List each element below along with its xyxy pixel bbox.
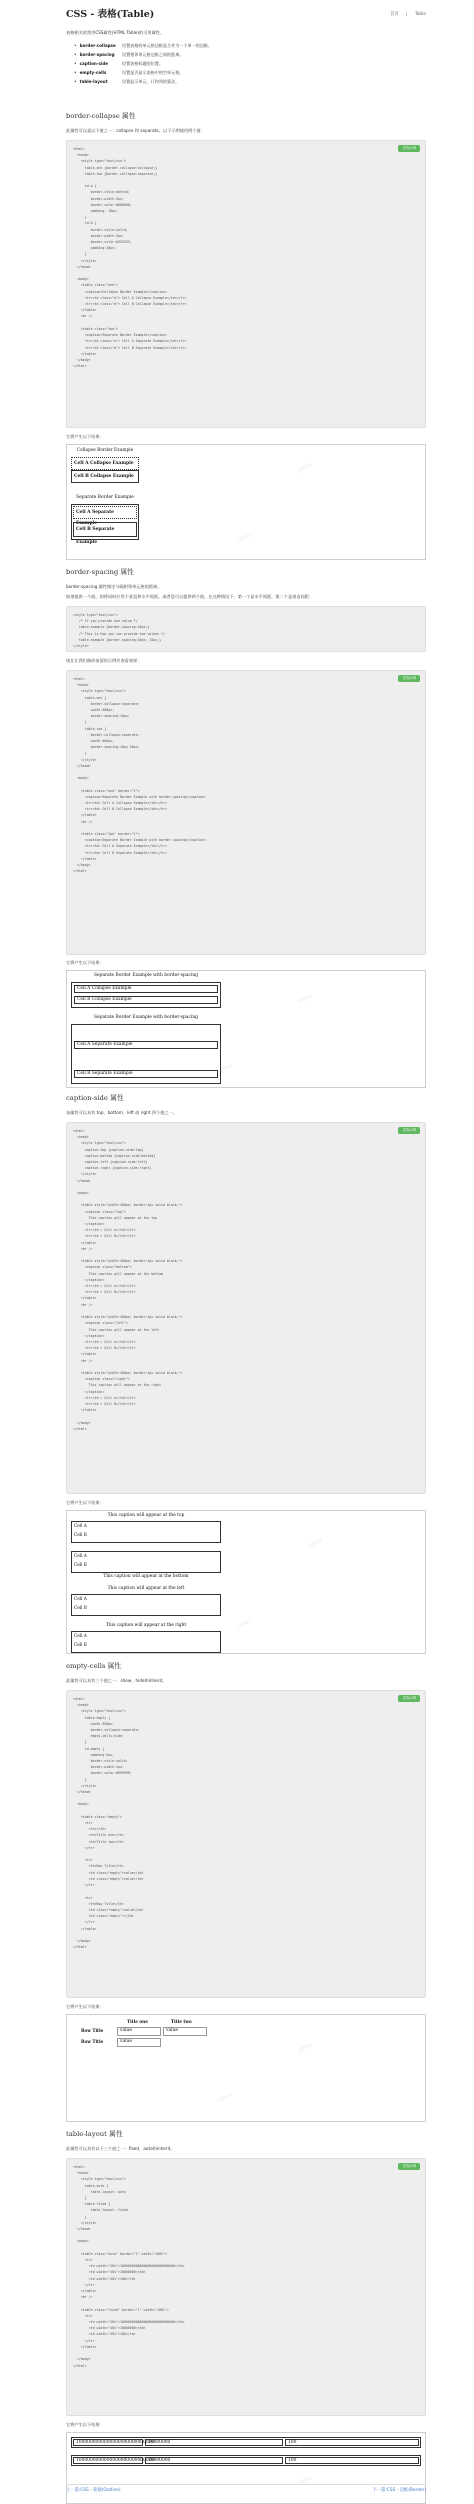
code-block [66,2158,426,2416]
content [66,30,426,2487]
table-cell: value [117,2027,161,2036]
property-name[interactable]: • table-layout [74,77,122,86]
section-title-border-collapse: border-collapse 属性 [66,112,136,120]
property-desc: 设置是否显示表格中的空单元格。 [122,70,184,75]
next-page-link[interactable]: 下一篇:CSS - 边框(Border) [372,2488,426,2493]
page-title: CSS - 表格(Table) [66,9,155,20]
nav-home-link[interactable]: 首页 [390,12,399,17]
property-name[interactable]: • border-collapse [74,41,122,50]
code-text: <html> <head> <style type="text/css"> table.one { border-collapse:separate; width:400px; border-spacing:10px; } table.two { border-collapse:separate; width:400px; border-spacing:10px 50px; } </style> </head> <body> <table class="one" border="1"> <caption>Separate Border Example with border-spacing</caption> <tr><td> Cell A Collapse Example</td></tr> <tr><td> Cell B Collapse Example</td></tr> </table> <br /> <table class="two" border="1"> <caption>Separate Border Example with border-spacing</caption> <tr><td> Cell A Separate Example</td></tr> <tr><td> Cell B Separate Example</td></tr> </table> </body> </html> [73,677,207,874]
code-text: <html> <head> <style type="text/css"> caption.top {caption-side:top} caption.bottom {caption-side:bottom} caption.left {caption-side:left} caption.right {caption-side:right} </style> </head> <body> <table style="width:400px; border:1px solid black;"> <caption class="top"> This caption will appear at the top </caption> <tr><td > Cell A</td></tr> <tr><td > Cell B</td></tr> </table> <br /> <table style="width:400px; border:1px solid black;"> <caption class="bottom"> This caption will appear at the bottom </caption> <tr><td > Cell A</td></tr> <tr><td > Cell B</td></tr> </table> <br /> <table style="width:400px; border:1px solid black;"> <caption class="left"> This caption will appear at the left </caption> <tr><td > Cell A</td></tr> <tr><td > Cell B</td></tr> </table> <br /> <table style="width:400px; border:1px solid black;"> <caption class="right"> This caption will appear at the right </caption> <tr><td > Cell A</td></tr> <tr><td > Cell B</td></tr> </table> </body> </html> [73,1129,183,1431]
row-header: Row Title [81,2028,104,2033]
table-cell: Cell B Separate Example [74,1070,218,1078]
column-header: Title one [127,2019,148,2024]
code-text: <html> <head> <style type="text/css"> table.auto { table-layout: auto } table.fixed { table-layout: fixed } </style> </head> <body> <table class="auto" border="1" width="100%"> <tr> <td width="20%">1000000000000000000000000000</td> <td width="40%">10000000</td> <td width="40%">100</td> </tr> </table> <br /> <table class="fixed" border="1" width="100%"> <tr> <td width="20%">1000000000000000000000000000</td> <td width="40%">10000000</td> <td width="40%">100</td> </tr> </table> </body> </html> [73,2165,185,2368]
code-text: <html> <head> <style type="text/css"> table.empty { width:350px; border-collapse:separate; empty-cells:hide; } td.empty { padding:5px; border-style:solid; border-width:1px; border-color:#999999; } </style> </head> <body> <table class="empty"> <tr> <th></th> <th>Title one</th> <th>Title two</th> </tr> <tr> <th>Row Title</th> <td class="empty">value</td> <td class="empty">value</td> </tr> <tr> <th>Row Title</th> <td class="empty">value</td> <td class="empty"></td> </tr> </table> </body> </html> [73,1697,144,1950]
result-label: 它将产生以下结果： [66,434,104,439]
section-desc: 此属性可以具有三个值之一：show、hide和inherit。 [66,1678,167,1683]
table-cell: Cell B [74,1642,87,1647]
section-title-border-spacing: border-spacing 属性 [66,568,134,576]
property-desc: 设置表格标题的位置。 [122,61,163,66]
table-caption: Collapse Border Example [76,448,134,453]
watermark-text: 立即学习 [296,992,314,1005]
property-desc: 设置表格的单元格边框是合并为一个单一的边框。 [122,43,213,48]
table-cell: Cell B Collapse Example [71,470,139,483]
list-item [74,41,212,50]
list-item [74,68,212,77]
table-cell: 10000000 [145,2457,283,2464]
table-cell: Cell A Collapse Example [71,457,139,470]
table-cell: Cell B [74,1605,87,1610]
table-cell: Cell B [74,1562,87,1567]
result-label: 它将产生以下结果： [66,1500,104,1505]
watermark-text: 立即学习 [296,2474,314,2487]
section-desc: 此属性可以具有以下三个值之一：fixed、auto和inherit。 [66,2146,175,2151]
list-item [74,50,212,59]
list-item [74,59,212,68]
try-it-button[interactable]: 在线示例 [398,145,420,152]
watermark-text: 立即学习 [216,2091,234,2104]
header-nav [384,12,426,18]
section-title-table-layout: table-layout 属性 [66,2130,123,2138]
table-cell: value [117,2038,161,2047]
table-cell: Cell A [74,1553,87,1558]
property-name[interactable]: • caption-side [74,59,122,68]
table-caption: Separate Border Example [76,495,134,500]
code-text: <style type="text/css"> /* If you provide one value */ table.example {border-spacing:10px;} /* This is how you can provide two values */ table.example {border-spacing:10px; 15px;} </style> [73,613,165,649]
intro-text: 表格相关的常用CSS属性(HTML Table)的可用属性。 [66,30,165,35]
property-desc: 设置显示单元、行和列的算法。 [122,79,180,84]
watermark-text: 立即学习 [216,1062,234,1075]
caption-table [71,1551,221,1573]
table-cell: Cell A Separate Example [74,1041,218,1049]
property-list [74,41,212,86]
demo-output [66,444,426,560]
result-label: 它将产生以下结果： [66,2422,104,2427]
try-it-button[interactable]: 在线示例 [398,1127,420,1134]
nav-separator: | [406,12,408,17]
watermark-text: 立即学习 [296,461,314,474]
property-desc: 设置相邻单元格边框之间的距离。 [122,52,184,57]
section-desc: 该属性可以具有 top、bottom、left 或 right 四个值之一。 [66,1110,177,1115]
property-name[interactable]: • border-spacing [74,50,122,59]
table-cell: 10000000 [145,2439,283,2446]
code-block [66,1122,426,1494]
table-cell: 1000000000000000000000000000 [73,2439,143,2446]
section-title-caption-side: caption-side 属性 [66,1094,124,1102]
caption-left: This caption will appear at the left [107,1586,185,1591]
table-cell: value [163,2027,207,2036]
caption-table [71,1521,221,1543]
table-caption: Separate Border Example with border-spacing [94,973,198,978]
caption-table [71,1594,221,1616]
result-label: 它将产生以下结果： [66,2004,104,2009]
row-header: Row Title [81,2039,104,2044]
demo-output [66,1510,426,1654]
code-block [66,1690,426,1998]
section-desc: 现在让我们修改前面的示例并查看效果： [66,658,142,663]
watermark-text: 立即学习 [236,531,254,544]
table-cell: Cell B Collapse Example [74,996,218,1004]
demo-output [66,970,426,1088]
table-cell: Cell A [74,1633,87,1638]
watermark-text: 立即学习 [296,2041,314,2054]
section-title-empty-cells: empty-cells 属性 [66,1662,122,1670]
table-cell: Cell B [74,1532,87,1537]
caption-top: This caption will appear at the top [107,1513,185,1518]
section-desc: 此属性可以是以下值之一：collapse 和 separate。以下示例使用两个值： [66,128,205,133]
try-it-button[interactable]: 在线示例 [398,675,420,682]
code-text: <html> <head> <style type="text/css"> table.one {border-collapse:collapse;} table.two {border-collapse:separate;} td.a { border-style:dotted; border-width:3px; border-color:#000000; padding: 10px; } td.b { border-style:solid; border-width:3px; border-color:#333333; padding:10px; } </style> </head> <body> <table class="one"> <caption>Collapse Border Example</caption> <tr><td class="a"> Cell A Collapse Example</td></tr> <tr><td class="b"> Cell B Collapse Example</td></tr> </table> <br /> <table class="two"> <caption>Separate Border Example</caption> <tr><td class="a"> Cell A Separate Example</td></tr> <tr><td class="b"> Cell B Separate Example</td></tr> </table> </body> </html> [73,147,187,369]
table-cell: Cell A [74,1596,87,1601]
section-desc: 如果提供一个值，则将同时应用于垂直和水平间距。或者您可以提供两个值，在这种情况下，第一个是水平间距，第二个是垂直间距： [66,594,314,599]
caption-bottom: This caption will appear at the bottom [103,1574,189,1579]
table-cell: Cell A [74,1523,87,1528]
table-caption: Separate Border Example with border-spacing [94,1015,198,1020]
table-cell: Cell B Separate Example [73,522,137,537]
code-snippet [66,606,426,652]
table-cell: Cell A Separate Example [73,506,137,519]
try-it-button[interactable]: 在线示例 [398,1695,420,1702]
watermark-text: 立即学习 [306,1537,324,1550]
table-cell: Cell A Collapse Example [74,985,218,993]
table-cell: 1000000000000000000000000000 [73,2457,143,2464]
property-name[interactable]: • empty-cells [74,68,122,77]
code-block [66,140,426,428]
try-it-button[interactable]: 在线示例 [398,2163,420,2170]
caption-right: This caption will appear at the right [105,1623,187,1628]
code-block [66,670,426,955]
prev-page-link[interactable]: 上一篇:CSS - 轮廓(Outline) [66,2488,121,2493]
table-cell: 100 [285,2439,419,2446]
table-cell: 100 [285,2457,419,2464]
demo-output [66,2014,426,2122]
nav-table-link[interactable]: Table [414,12,426,17]
watermark-text: 立即学习 [236,1617,254,1630]
column-header: Title two [171,2019,192,2024]
section-desc: border-spacing 属性指定分隔相邻单元格的距离。 [66,584,162,589]
result-label: 它将产生以下结果： [66,960,104,965]
list-item [74,77,212,86]
page-footer [66,2484,426,2494]
caption-table [71,1631,221,1653]
page-header [66,8,426,26]
